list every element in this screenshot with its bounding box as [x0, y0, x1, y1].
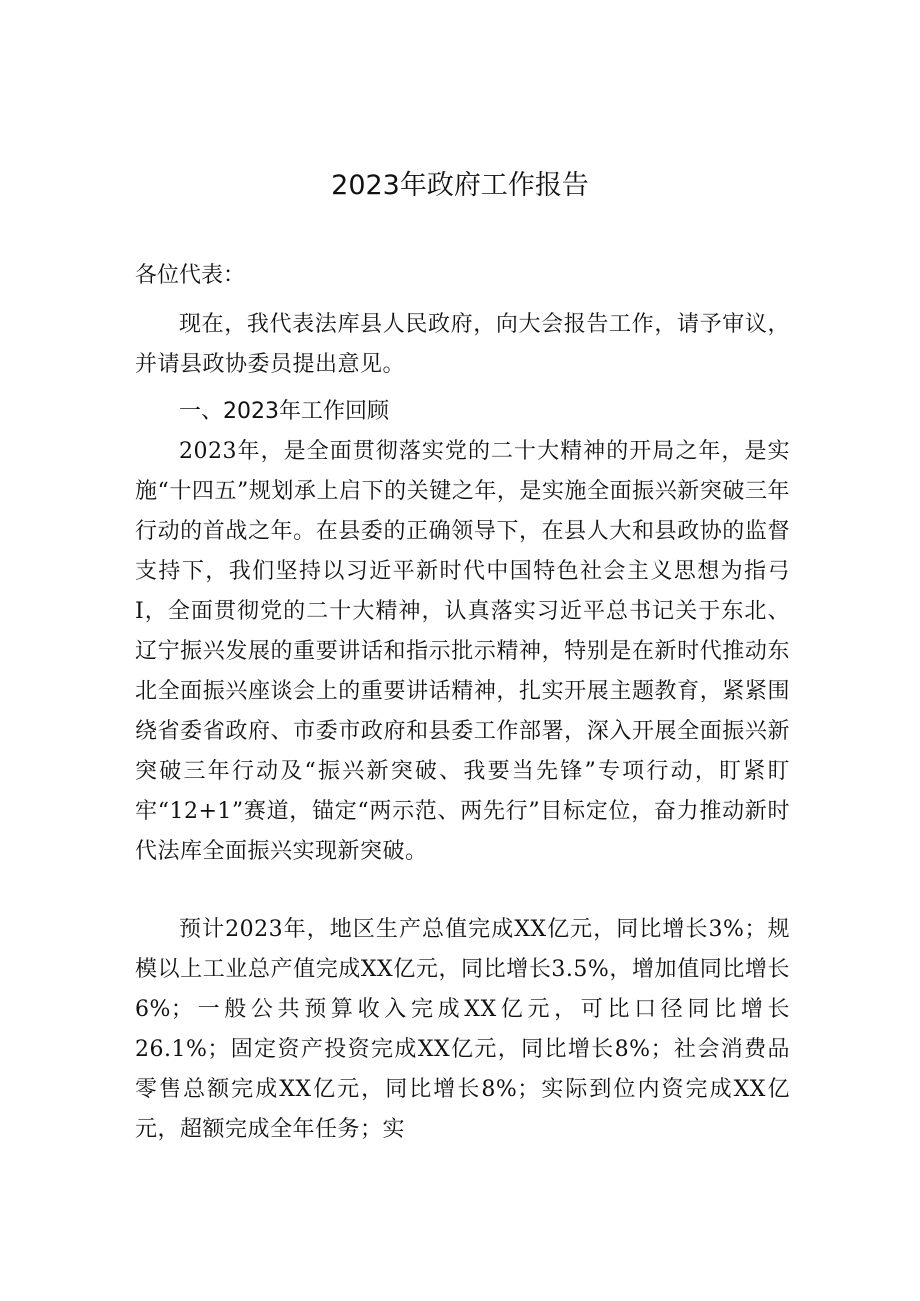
intro-paragraph: 现在，我代表法库县人民政府，向大会报告工作，请予审议，并请县政协委员提出意见。	[135, 312, 790, 377]
stats-paragraph: 预计2023年，地区生产总值完成XX亿元，同比增长3%；规模以上工业总产值完成XX亿元，同比增长3.5%，增加值同比增长6%；一般公共预算收入完成XX亿元，可比口径同比增长26.1%；固定资产投资完成XX亿元，同比增长8%；社会消费品零售总额完成XX亿元，同比增长8%；实际到位内资完成XX亿元，超额完成全年任务；实	[135, 917, 790, 1142]
salutation: 各位代表：	[135, 263, 246, 288]
review-paragraph: 2023年，是全面贯彻落实党的二十大精神的开局之年，是实施“十四五”规划承上启下的关键之年，是实施全面振兴新突破三年行动的首战之年。在县委的正确领导下，在县人大和县政协的监督支持下，我们坚持以习近平新时代中国特色社会主义思想为指弓I，全面贯彻党的二十大精神，认真落实习近平总书记关于东北、辽宁振兴发展的重要讲话和指示批示精神，特别是在新时代推动东北全面振兴座谈会上的重要讲话精神，扎实开展主题教育，紧紧围绕省委省政府、市委市政府和县委工作部署，深入开展全面振兴新突破三年行动及“振兴新突破、我要当先锋”专项行动，盯紧盯牢“12+1”赛道，锚定“两示范、两先行”目标定位，奋力推动新时代法库全面振兴实现新突破。	[135, 439, 790, 864]
section-heading: 一、2023年工作回顾	[179, 399, 389, 424]
document-title: 2023年政府工作报告	[331, 170, 589, 201]
